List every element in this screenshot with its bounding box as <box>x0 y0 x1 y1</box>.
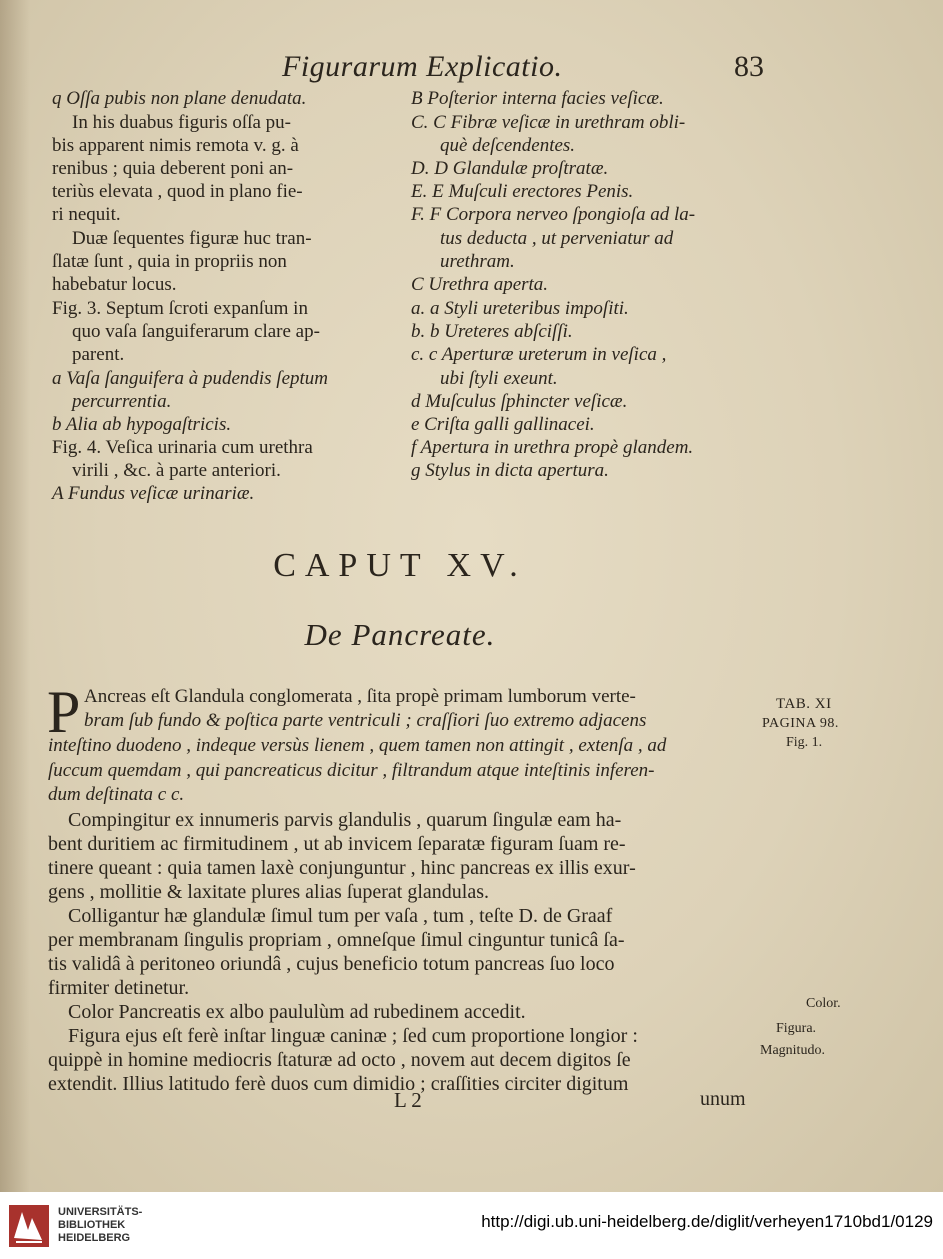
text-line: b. b Ureteres abſciſſi. <box>411 321 573 342</box>
text-line: d Muſculus ſphincter veſicæ. <box>411 391 628 412</box>
text-line: extendit. Illius latitudo ferè duos cum dimidio ; craſſities circiter digitum <box>48 1073 629 1095</box>
text-line: renibus ; quia deberent poni an- <box>52 158 294 179</box>
text-line: In his duabus figuris oſſa pu- <box>72 112 292 133</box>
text-line: tus deducta , ut perveniatur ad <box>440 228 674 249</box>
text-line: ri nequit. <box>52 204 121 225</box>
margin-note-magnitudo: Magnitudo. <box>760 1043 825 1058</box>
text-line: Color Pancreatis ex albo paululùm ad rubedinem accedit. <box>68 1001 526 1023</box>
text-line: quo vaſa ſanguiferarum clare ap- <box>72 321 320 342</box>
text-line: virili , &c. à parte anteriori. <box>72 460 281 481</box>
text-line: g Stylus in dicta apertura. <box>411 460 609 481</box>
text-line: Fig. 4. Veſica urinaria cum urethra <box>52 437 313 458</box>
page-number: 83 <box>734 50 764 83</box>
chapter-title: De Pancreate. <box>304 617 496 652</box>
library-name: UNIVERSITÄTS- BIBLIOTHEK HEIDELBERG <box>58 1206 143 1244</box>
text-line: Fig. 3. Septum ſcroti expanſum in <box>52 298 308 319</box>
text-line: parent. <box>72 344 125 365</box>
text-line: quippè in homine mediocris ſtaturæ ad octo , novem aut decem digitos ſe <box>48 1049 631 1071</box>
text-line: tinere queant : quia tamen laxè conjunguntur , hinc pancreas ex illis exur- <box>48 857 636 879</box>
text-line: C Urethra aperta. <box>411 274 549 295</box>
library-seal-icon <box>8 1204 50 1248</box>
drop-capital: P <box>47 679 81 745</box>
text-line: gens , mollitie & laxitate plures alias ſuperat glandulas. <box>48 881 489 903</box>
running-header: Figurarum Explicatio. <box>282 50 563 83</box>
text-line: tis validâ à peritoneo oriundâ , cujus beneficio totum pancreas ſuo loco <box>48 953 615 975</box>
text-line: urethram. <box>440 251 515 272</box>
text-line: C. C Fibræ veſicæ in urethram obli- <box>411 112 686 133</box>
margin-note-color: Color. <box>806 996 841 1011</box>
text-line: firmiter detinetur. <box>48 977 190 999</box>
text-line: Compingitur ex innumeris parvis glandulis , quarum ſingulæ eam ha- <box>68 809 622 831</box>
text-line: B Poſterior interna facies veſicæ. <box>411 88 664 109</box>
text-line: E. E Muſculi erectores Penis. <box>411 181 634 202</box>
chapter-number: CAPUT XV. <box>273 547 527 584</box>
text-line: inteſtino duodeno , indeque versùs lienem , quem tamen non attingit , extenſa , ad <box>48 735 667 756</box>
text-line: e Criſta galli gallinacei. <box>411 414 595 435</box>
text-line: Figura ejus eſt ferè inſtar linguæ caninæ ; ſed cum proportione longior : <box>68 1025 638 1047</box>
text-line: a. a Styli ureteribus impoſiti. <box>411 298 629 319</box>
text-line: F. F Corpora nerveo ſpongioſa ad la- <box>411 204 696 225</box>
margin-note-fig: Fig. 1. <box>786 735 823 750</box>
text-line: D. D Glandulæ proſtratæ. <box>411 158 609 179</box>
text-line: bent duritiem ac firmitudinem , ut ab invicem ſeparatæ figuram ſuam re- <box>48 833 626 855</box>
text-line: bis apparent nimis remota v. g. à <box>52 135 299 156</box>
signature-mark: L 2 <box>394 1088 422 1112</box>
text-line: teriùs elevata , quod in plano fie- <box>52 181 303 202</box>
text-line: q Oſſa pubis non plane denudata. <box>52 88 307 109</box>
text-line: dum deſtinata c c. <box>48 784 185 805</box>
permalink-url[interactable]: http://digi.ub.uni-heidelberg.de/diglit/verheyen1710bd1/0129 <box>481 1212 933 1231</box>
catchword: unum <box>700 1088 746 1110</box>
text-line: bram ſub fundo & poſtica parte ventriculi ; craſſiori ſuo extremo adjacens <box>84 710 647 731</box>
text-line: ſlatæ ſunt , quia in propriis non <box>52 251 287 272</box>
text-line: b Alia ab hypogaſtricis. <box>52 414 232 435</box>
text-line: percurrentia. <box>72 391 172 412</box>
text-line: A Fundus veſicæ urinariæ. <box>52 483 255 504</box>
text-line: a Vaſa ſanguifera à pudendis ſeptum <box>52 368 329 389</box>
text-line: ubi ſtyli exeunt. <box>440 368 558 389</box>
text-line: Duæ ſequentes figuræ huc tran- <box>72 228 312 249</box>
text-line: Ancreas eſt Glandula conglomerata , ſita propè primam lumborum verte- <box>84 686 636 707</box>
margin-note-pagina: PAGINA 98. <box>762 716 839 731</box>
text-line: habebatur locus. <box>52 274 177 295</box>
text-line: c. c Aperturæ ureterum in veſica , <box>411 344 667 365</box>
text-line: f Apertura in urethra propè glandem. <box>411 437 694 458</box>
text-line: ſuccum quemdam , qui pancreaticus dicitur , filtrandum atque inteſtinis inferen- <box>48 760 655 781</box>
margin-note-tab: TAB. XI <box>776 696 832 712</box>
text-line: què deſcendentes. <box>440 135 576 156</box>
text-line: Colligantur hæ glandulæ ſimul tum per vaſa , tum , teſte D. de Graaf <box>68 905 613 927</box>
text-line: per membranam ſingulis propriam , omneſque ſimul cinguntur tunicâ ſa- <box>48 929 625 951</box>
margin-note-figura: Figura. <box>776 1021 817 1036</box>
footer-bar <box>0 1192 943 1259</box>
